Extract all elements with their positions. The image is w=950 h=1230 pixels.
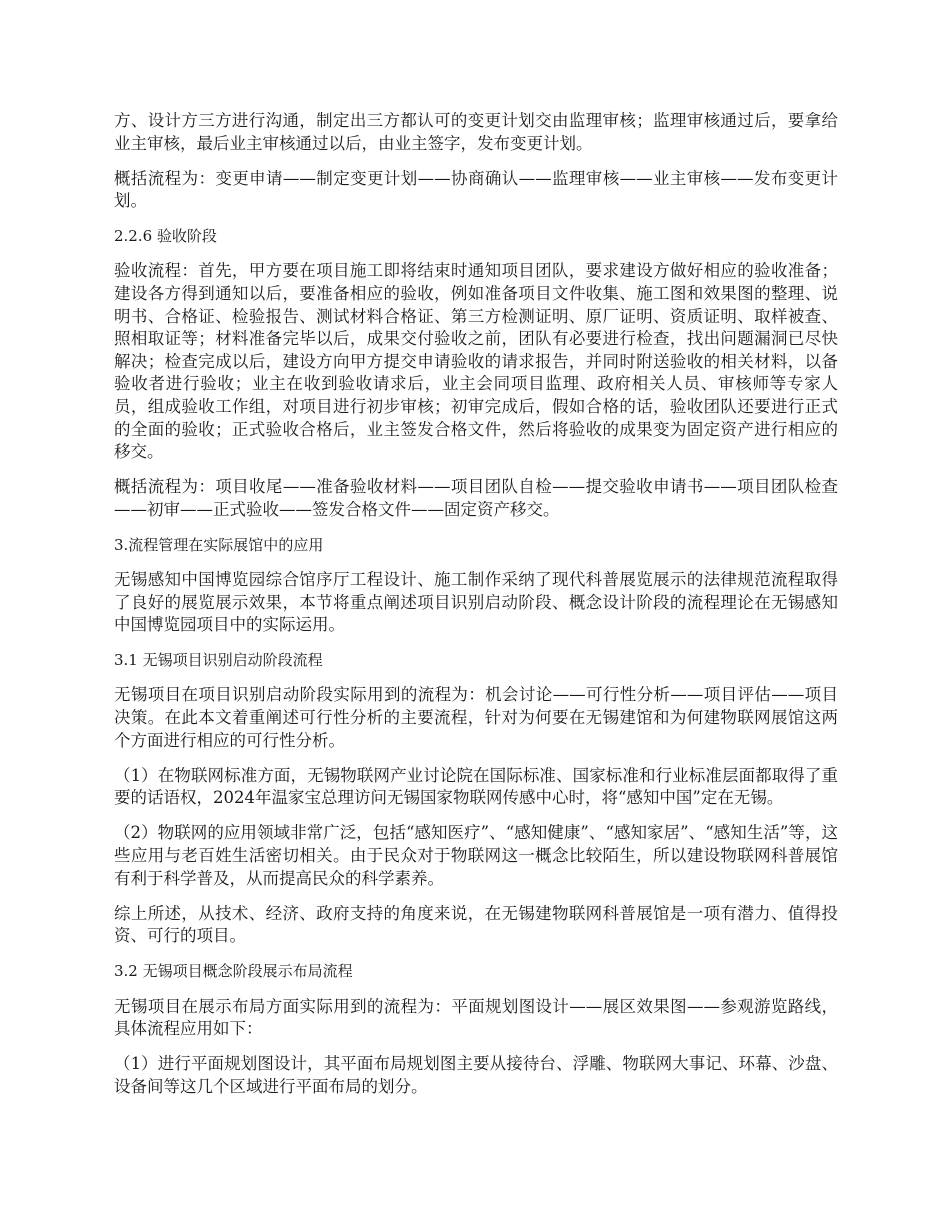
paragraph-change-process-summary: 概括流程为：变更申请——制定变更计划——协商确认——监理审核——业主审核——发布变更计划。 — [114, 168, 839, 211]
paragraph-change-plan-review: 方、设计方三方进行沟通，制定出三方都认可的变更计划交由监理审核；监理审核通过后，要拿给业主审核，最后业主审核通过以后，由业主签字，发布变更计划。 — [114, 111, 838, 153]
paragraph-conclusion: 综上所述，从技术、经济、政府支持的角度来说，在无锡建物联网科普展馆是一项有潜力、值得投资、可行的项目。 — [114, 903, 838, 946]
paragraph-iot-standards: （1）在物联网标准方面，无锡物联网产业讨论院在国际标准、国家标准和行业标准层面都取得了重要的话语权，2024年温家宝总理访问无锡国家物联网传感中心时，将“感知中国”定在无锡。 — [114, 765, 838, 808]
section-heading-3-1: 3.1 无锡项目识别启动阶段流程 — [114, 651, 323, 670]
document-page — [114, 110, 838, 1111]
section-heading-2-2-6: 2.2.6 验收阶段 — [114, 227, 217, 246]
section-heading-3-2: 3.2 无锡项目概念阶段展示布局流程 — [114, 962, 353, 981]
paragraph-acceptance-process: 验收流程：首先，甲方要在项目施工即将结束时通知项目团队，要求建设方做好相应的验收准备；建设各方得到通知以后，要准备相应的验收，例如准备项目文件收集、施工图和效果图的整理、说明书、合格证、检验报告、测试材料合格证、第三方检测证明、原厂证明、资质证明、取样被查、照相取证等；材料准备完毕以后，成果交付验收之前，团队有必要进行检查，找出问题漏洞已尽快解决；检查完成以后，建设方向甲方提交申请验收的请求报告，并同时附送验收的相关材料，以备验收者进行验收；业主在收到验收请求后，业主会同项目监理、政府相关人员、审核师等专家人员，组成验收工作组，对项目进行初步审核；初审完成后，假如合格的话，验收团队还要进行正式的全面的验收；正式验收合格后，业主签发合格文件，然后将验收的成果变为固定资产进行相应的移交。 — [114, 261, 838, 462]
paragraph-initiation-process: 无锡项目在项目识别启动阶段实际用到的流程为：机会讨论——可行性分析——项目评估——项目决策。在此本文着重阐述可行性分析的主要流程，针对为何要在无锡建馆和为何建物联网展馆这两个方面进行相应的可行性分析。 — [114, 685, 838, 750]
paragraph-acceptance-summary: 概括流程为：项目收尾——准备验收材料——项目团队自检——提交验收申请书——项目团队检查——初审——正式验收——签发合格文件——固定资产移交。 — [114, 477, 838, 519]
paragraph-iot-applications: （2）物联网的应用领域非常广泛，包括“感知医疗”、“感知健康”、“感知家居”、“感知生活”等，这些应用与老百姓生活密切相关。由于民众对于物联网这一概念比较陌生，所以建设物联网科普展馆有利于科学普及，从而提高民众的科学素养。 — [114, 823, 838, 888]
section-heading-3: 3.流程管理在实际展馆中的应用 — [114, 536, 324, 554]
paragraph-floor-plan: （1）进行平面规划图设计，其平面布局规划图主要从接待台、浮雕、物联网大事记、环幕、沙盘、设备间等这几个区域进行平面布局的划分。 — [114, 1054, 838, 1096]
paragraph-layout-process: 无锡项目在展示布局方面实际用到的流程为：平面规划图设计——展区效果图——参观游览路线，具体流程应用如下： — [114, 996, 838, 1039]
paragraph-wuxi-intro: 无锡感知中国博览园综合馆序厅工程设计、施工制作采纳了现代科普展览展示的法律规范流程取得了良好的展览展示效果，本节将重点阐述项目识别启动阶段、概念设计阶段的流程理论在无锡感知中国博览园项目中的实际运用。 — [114, 570, 838, 635]
